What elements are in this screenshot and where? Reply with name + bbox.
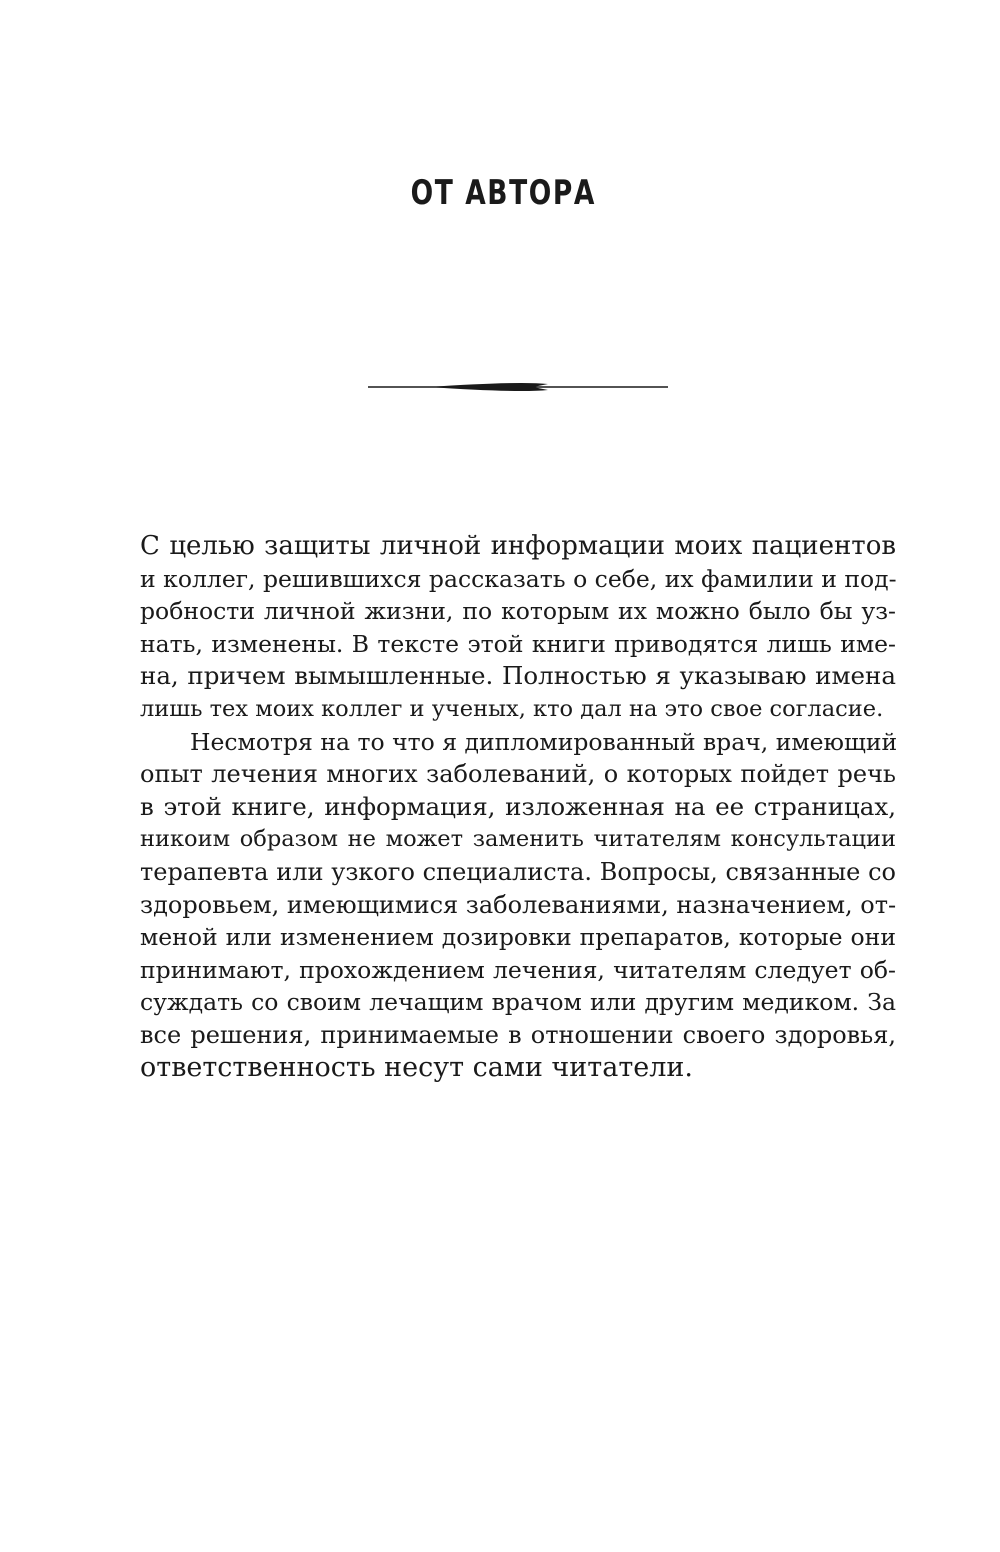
text-line: все решения, принимаемые в отношении своего здоровья, bbox=[140, 1020, 896, 1049]
text-line: терапевта или узкого специалиста. Вопросы, связанные со bbox=[140, 857, 896, 886]
text-line: на, причем вымышленные. Полностью я указываю имена bbox=[140, 661, 896, 691]
body-text bbox=[140, 530, 896, 1084]
text-line: меной или изменением дозировки препаратов, которые они bbox=[140, 923, 896, 952]
page-title: ОТ АВТОРА bbox=[410, 173, 596, 213]
text-line: суждать со своим лечащим врачом или другим медиком. За bbox=[140, 988, 896, 1017]
text-line: опыт лечения многих заболеваний, о которых пойдет речь bbox=[140, 760, 896, 789]
text-line: Несмотря на то что я дипломированный врач, имеющий bbox=[190, 727, 898, 756]
text-line: принимают, прохождением лечения, читателям следует об- bbox=[140, 955, 896, 984]
text-line: лишь тех моих коллег и ученых, кто дал на это свое согласие. bbox=[140, 695, 884, 722]
text-line: здоровьем, имеющимися заболеваниями, назначением, от- bbox=[140, 890, 897, 919]
text-line: в этой книге, информация, изложенная на ее страницах, bbox=[140, 791, 896, 821]
text-line: нать, изменены. В тексте этой книги приводятся лишь име- bbox=[140, 629, 896, 658]
text-line: никоим образом не может заменить читателям консультации bbox=[140, 826, 896, 853]
paragraph-2 bbox=[140, 726, 896, 1085]
text-line: С целью защиты личной информации моих пациентов bbox=[140, 531, 896, 561]
text-line: и коллег, решившихся рассказать о себе, их фамилии и под- bbox=[140, 564, 897, 593]
paragraph-1 bbox=[140, 530, 896, 726]
text-line: ответственность несут сами читатели. bbox=[140, 1051, 693, 1083]
divider-ornament bbox=[368, 380, 668, 394]
text-line: робности личной жизни, по которым их можно было бы уз- bbox=[140, 597, 896, 626]
